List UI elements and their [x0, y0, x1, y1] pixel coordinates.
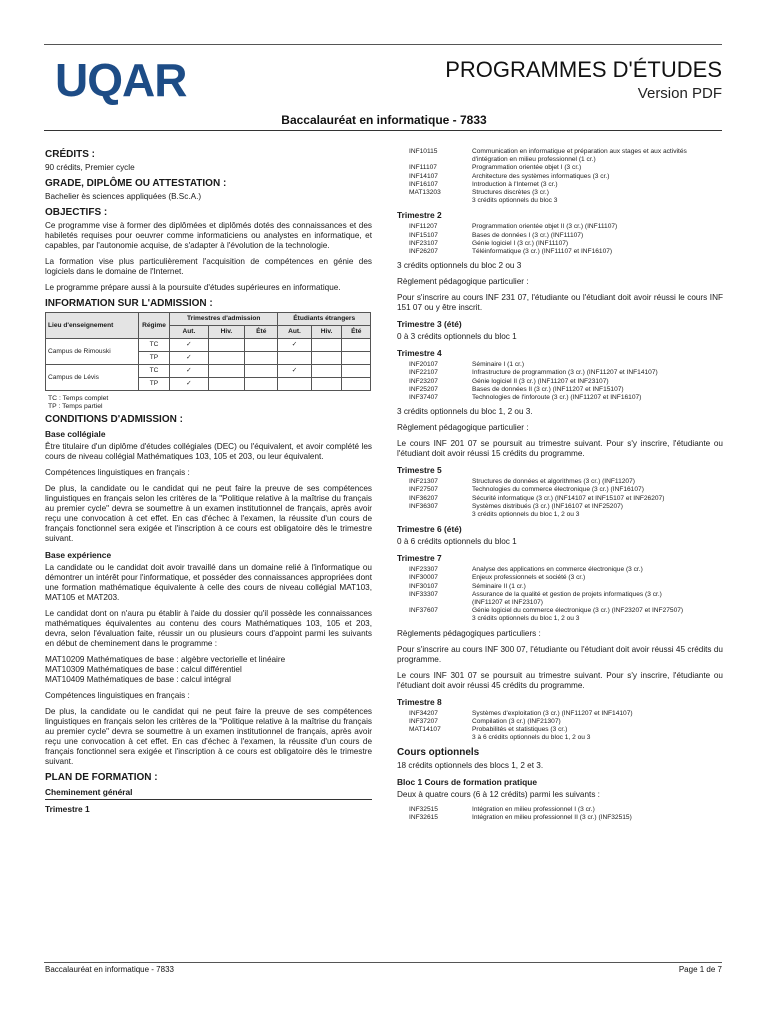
course-title: (INF11207 et INF23107): [472, 599, 543, 607]
footer-divider: [44, 962, 722, 963]
program-title: Baccalauréat en informatique - 7833: [281, 113, 487, 127]
trimestre-heading: Trimestre 6 (été): [397, 524, 462, 535]
course-code: INF32515: [409, 805, 438, 813]
regime-cell: TP: [139, 352, 170, 365]
course-row: [397, 726, 723, 734]
course-row: [397, 478, 723, 486]
course-code: [397, 197, 472, 205]
col-hiv: Hiv.: [208, 326, 244, 339]
course-code: INF10115: [409, 148, 438, 155]
course-title: d'intégration en milieu professionnel (1 cr.): [472, 156, 596, 164]
base-collegiale-heading: Base collégiale: [45, 429, 106, 439]
course-code: INF37207: [409, 717, 438, 725]
course-row: [397, 148, 723, 156]
col-etrangers: Étudiants étrangers: [278, 313, 371, 326]
course-code: INF30107: [409, 582, 438, 590]
mat-courses-list: [45, 655, 372, 685]
course-code: INF21307: [409, 478, 438, 486]
base-experience-heading: Base expérience: [45, 550, 112, 560]
course-code: INF22107: [409, 369, 438, 377]
course-title: Intégration en milieu professionnel II (3 cr.) (INF32515): [472, 813, 632, 821]
course-title: Intégration en milieu professionnel I (3 cr.): [472, 805, 595, 813]
course-code: [397, 615, 472, 623]
course-code: INF37607: [409, 607, 438, 615]
col-ete: Été: [245, 326, 278, 339]
objectifs-heading: OBJECTIFS :: [45, 207, 108, 218]
course-code: INF23307: [409, 566, 438, 574]
course-code: INF37407: [409, 394, 438, 402]
table-row: [46, 365, 371, 378]
course-title: Bases de données I (3 cr.) (INF11107): [472, 231, 584, 239]
course-list: [397, 148, 723, 205]
course-code: INF36207: [409, 494, 438, 502]
course-title: Infrastructure de programmation (3 cr.) (INF11207 et INF14107): [472, 369, 658, 377]
course-title: Structures de données et algorithmes (3 cr.) (INF11207): [472, 478, 635, 486]
course-row: [397, 223, 723, 231]
course-title: Compilation (3 cr.) (INF21307): [472, 717, 561, 725]
course-title: Génie logiciel II (3 cr.) (INF11207 et INF23107): [472, 377, 609, 385]
course-code: [397, 156, 472, 164]
course-row: [397, 164, 723, 172]
course-row: [397, 806, 723, 814]
list-item: MAT10209 Mathématiques de base : algèbre vectorielle et linéaire: [45, 655, 286, 664]
course-title: Technologies de l'inforoute (3 cr.) (INF11207 et INF16107): [472, 394, 642, 402]
optional-courses-text: 18 crédits optionnels des blocs 1, 2 et 3.: [397, 760, 544, 770]
course-code: INF26207: [409, 248, 438, 256]
course-title: 3 crédits optionnels du bloc 1, 2 ou 3: [472, 511, 580, 519]
course-row: [397, 734, 723, 742]
course-title: Probabilités et statistiques (3 cr.): [472, 726, 568, 734]
course-code: INF27507: [409, 486, 438, 494]
legend-tc: TC : Temps complet: [48, 395, 109, 402]
objectifs-paragraph: Le programme prépare aussi à la poursuite d'études supérieures en informatique.: [45, 283, 341, 292]
base-experience-text: Le candidat dont on n'aura pu établir à l'aide du dossier qu'il possède les connaissances mathématiques équivalentes au contenu des cours Mathématiques 103, 105 et 203, devra, selon l'évaluation faite, réussir un ou plusieurs cours d'appoint parmi les suivants en début de cheminement dans le programme :: [45, 609, 372, 648]
col-hiv: Hiv.: [311, 326, 342, 339]
col-aut: Aut.: [278, 326, 311, 339]
comp-ling-label: Compétences linguistiques en français :: [45, 691, 190, 700]
course-list: [397, 806, 723, 822]
trimestre-heading: Trimestre 4: [397, 348, 442, 359]
campus-levis: Campus de Lévis: [46, 365, 139, 391]
course-code: MAT14107: [409, 726, 441, 734]
course-row: [397, 386, 723, 394]
credits-text: 90 crédits, Premier cycle: [45, 163, 135, 172]
regulation-label: Règlements pédagogiques particuliers :: [397, 628, 541, 638]
course-row: [397, 710, 723, 718]
course-row: [397, 394, 723, 402]
campus-rimouski: Campus de Rimouski: [46, 339, 139, 365]
check-icon: ✓: [170, 352, 209, 365]
course-row: [397, 361, 723, 369]
course-title: Architecture des systèmes informatiques (3 cr.): [472, 172, 610, 180]
course-row: [397, 503, 723, 511]
optional-credits: 3 crédits optionnels du bloc 2 ou 3: [397, 261, 522, 271]
objectifs-paragraph: La formation vise plus particulièrement l'acquisition de compétences en génie des logiciels dans le domaine de l'Internet.: [45, 257, 372, 276]
course-title: Programmation orientée objet I (3 cr.): [472, 164, 582, 172]
regime-cell: TC: [139, 365, 170, 378]
conditions-heading: CONDITIONS D'ADMISSION :: [45, 414, 183, 425]
right-column: [397, 148, 723, 827]
objectifs-paragraph: Ce programme vise à former des diplômées et diplômés dotés des connaissances et des habiletés requises pour oeuvrer comme informaticiens ou analystes en informatique, et capables, par l'autonomie acquise, de s'adapter à l'évolution de la technologie.: [45, 221, 372, 250]
list-item: MAT10309 Mathématiques de base : calcul différentiel: [45, 665, 242, 674]
course-code: INF25207: [409, 385, 438, 393]
course-row: [397, 814, 723, 822]
course-title: Technologies du commerce électronique (3 cr.) (INF16107): [472, 486, 644, 494]
course-title: 3 à 6 crédits optionnels du bloc 1, 2 ou 3: [472, 734, 591, 742]
regulation-text: Le cours INF 201 07 se poursuit au trimestre suivant. Pour s'y inscrire, l'étudiante ou l'étudiant doit avoir réussi 15 crédits du programme.: [397, 439, 723, 459]
course-title: Enjeux professionnels et société (3 cr.): [472, 574, 586, 582]
course-row: [397, 189, 723, 197]
check-icon: ✓: [170, 365, 209, 378]
course-list: [397, 566, 723, 623]
course-code: MAT13203: [409, 189, 441, 197]
course-row: [397, 574, 723, 582]
trimestre-heading: Trimestre 2: [397, 210, 442, 221]
course-title: Communication en informatique et préparation aux stages et aux activités: [472, 148, 687, 155]
course-title: Génie logiciel du commerce électronique (3 cr.) (INF23207 et INF27507): [472, 607, 684, 615]
course-title: Séminaire I (1 cr.): [472, 361, 525, 369]
legend-tp: TP : Temps partiel: [48, 403, 103, 410]
course-title: Analyse des applications en commerce électronique (3 cr.): [472, 566, 643, 574]
course-row: [397, 486, 723, 494]
regulation-text: Pour s'inscrire au cours INF 300 07, l'étudiante ou l'étudiant doit avoir réussi 45 crédits du programme.: [397, 644, 723, 664]
regulation-text: Pour s'inscrire au cours INF 231 07, l'étudiante ou l'étudiant doit avoir réussi le cours INF 151 07 ou y être inscrit.: [397, 293, 723, 313]
optional-credits: 0 à 3 crédits optionnels du bloc 1: [397, 332, 517, 342]
table-row: [46, 339, 371, 352]
cheminement-heading: Cheminement général: [45, 787, 372, 800]
course-row: [397, 197, 723, 205]
course-code: INF11107: [409, 164, 437, 172]
course-code: INF20107: [409, 361, 438, 369]
course-code: INF32615: [409, 813, 438, 821]
course-code: INF14107: [409, 172, 438, 180]
course-row: [397, 566, 723, 574]
course-list: [397, 478, 723, 519]
course-row: [397, 495, 723, 503]
course-code: INF11207: [409, 223, 438, 231]
comp-ling-text: De plus, la candidate ou le candidat qui ne peut faire la preuve de ses compétences linguistiques en français selon les critères de la "Politique relative à la maîtrise du français au premier cycle" devra se soumettre à un examen institutionnel de français, après avoir reçu une convocation à cet effet. En cas d'échec à l'examen, la réussite d'un cours de français fonctionnel sera exigée et l'inscription à ce cours est obligatoire dès le trimestre suivant.: [45, 484, 372, 543]
course-row: [397, 156, 723, 164]
course-list: [397, 361, 723, 402]
regime-cell: TP: [139, 378, 170, 391]
list-item: MAT10409 Mathématiques de base : calcul intégral: [45, 675, 231, 684]
course-row: [397, 240, 723, 248]
course-title: Séminaire II (1 cr.): [472, 582, 526, 590]
check-icon: ✓: [278, 339, 311, 352]
course-code: INF23107: [409, 239, 438, 247]
course-code: INF15107: [409, 231, 438, 239]
course-code: [397, 599, 472, 607]
check-icon: ✓: [170, 339, 209, 352]
course-row: [397, 718, 723, 726]
top-divider: [44, 44, 722, 45]
course-row: [397, 511, 723, 519]
course-title: Assurance de la qualité et gestion de projets informatiques (3 cr.): [472, 590, 662, 598]
bloc1-text: Deux à quatre cours (6 à 12 crédits) parmi les suivants :: [397, 789, 600, 799]
course-title: Bases de données II (3 cr.) (INF11207 et INF15107): [472, 385, 624, 393]
course-title: Introduction à l'Internet (3 cr.): [472, 180, 558, 188]
col-lieu: Lieu d'enseignement: [46, 313, 139, 339]
course-row: [397, 607, 723, 615]
col-aut: Aut.: [170, 326, 209, 339]
grade-heading: GRADE, DIPLÔME OU ATTESTATION :: [45, 178, 227, 189]
table-legend: [48, 395, 372, 411]
course-row: [397, 591, 723, 599]
trimestre-heading: Trimestre 1: [45, 804, 90, 814]
course-row: [397, 232, 723, 240]
course-title: 3 crédits optionnels du bloc 3: [472, 197, 558, 205]
course-row: [397, 599, 723, 607]
course-code: INF30007: [409, 574, 438, 582]
course-code: INF23207: [409, 377, 438, 385]
course-code: INF16107: [409, 180, 438, 188]
trimestre-heading: Trimestre 8: [397, 696, 442, 707]
bloc1-heading: Bloc 1 Cours de formation pratique: [397, 776, 538, 787]
course-title: Systèmes d'exploitation (3 cr.) (INF11207 et INF14107): [472, 709, 633, 717]
comp-ling-text: De plus, la candidate ou le candidat qui ne peut faire la preuve de ses compétences linguistiques en français selon les critères de la "Politique relative à la maîtrise du français au premier cycle" devra se soumettre à un examen institutionnel de français, après avoir reçu une convocation à cet effet. En cas d'échec à l'examen, la réussite d'un cours de français fonctionnel sera exigée et l'inscription à ce cours est obligatoire dès le trimestre suivant.: [45, 707, 372, 766]
course-row: [397, 583, 723, 591]
base-collegiale-text: Être titulaire d'un diplôme d'études collégiales (DEC) ou l'équivalent, et avoir complété les cours de niveau collégial Mathématiques 103, 105 et 203, ou leur équivalent.: [45, 442, 372, 461]
regulation-label: Règlement pédagogique particulier :: [397, 423, 529, 433]
trimestre-heading: Trimestre 7: [397, 553, 442, 564]
course-list: [397, 223, 723, 256]
regime-cell: TC: [139, 339, 170, 352]
page-number: Page 1 de 7: [678, 965, 722, 974]
course-title: Génie logiciel I (3 cr.) (INF11107): [472, 239, 569, 247]
grade-text: Bachelier ès sciences appliquées (B.Sc.A.): [45, 192, 202, 201]
check-icon: ✓: [170, 378, 209, 391]
course-code: INF36307: [409, 502, 438, 510]
course-title: Programmation orientée objet II (3 cr.) (INF11107): [472, 223, 618, 231]
course-row: [397, 173, 723, 181]
credits-heading: CRÉDITS :: [45, 149, 95, 160]
uqar-logo: UQAR: [55, 54, 187, 106]
col-ete: Été: [342, 326, 371, 339]
course-row: [397, 369, 723, 377]
left-column: [45, 146, 372, 817]
course-title: Systèmes distribués (3 cr.) (INF16107 et INF25207): [472, 502, 623, 510]
course-title: 3 crédits optionnels du bloc 1, 2 ou 3: [472, 615, 580, 623]
course-title: Téléinformatique (3 cr.) (INF11107 et INF16107): [472, 248, 613, 256]
version-label: Version PDF: [637, 85, 722, 102]
plan-heading: PLAN DE FORMATION :: [45, 772, 158, 783]
course-row: [397, 181, 723, 189]
title-divider: [44, 130, 722, 131]
course-title: Sécurité informatique (3 cr.) (INF14107 et INF15107 et INF26207): [472, 494, 665, 502]
optional-courses-heading: Cours optionnels: [397, 746, 480, 758]
regulation-text: Le cours INF 301 07 se poursuit au trimestre suivant. Pour s'y inscrire, l'étudiante ou l'étudiant doit avoir réussi 45 crédits du programme.: [397, 670, 723, 690]
course-code: [397, 511, 472, 519]
course-row: [397, 248, 723, 256]
course-list: [397, 710, 723, 743]
course-row: [397, 615, 723, 623]
course-code: [397, 734, 472, 742]
admission-info-heading: INFORMATION SUR L'ADMISSION :: [45, 298, 213, 309]
trimestre-heading: Trimestre 3 (été): [397, 319, 462, 330]
course-code: INF33307: [409, 590, 438, 598]
comp-ling-label: Compétences linguistiques en français :: [45, 468, 190, 477]
course-row: [397, 378, 723, 386]
optional-credits: 3 crédits optionnels du bloc 1, 2 ou 3.: [397, 407, 533, 417]
admission-table: [45, 312, 371, 391]
footer-program: Baccalauréat en informatique - 7833: [45, 965, 174, 974]
check-icon: ✓: [278, 365, 311, 378]
optional-credits: 0 à 6 crédits optionnels du bloc 1: [397, 537, 517, 547]
regulation-label: Règlement pédagogique particulier :: [397, 277, 529, 287]
trimestre-heading: Trimestre 5: [397, 465, 442, 476]
col-regime: Régime: [139, 313, 170, 339]
course-code: INF34207: [409, 709, 438, 717]
base-experience-text: La candidate ou le candidat doit avoir travaillé dans un domaine relié à l'informatique ou démontrer un intérêt pour l'informatique, et posséder des connaissances appropriées dont une formation mathématique équivalente à celle des cours de niveau collégial MAT103, MAT105 et MAT203.: [45, 563, 372, 602]
col-trimestres: Trimestres d'admission: [170, 313, 278, 326]
course-title: Structures discrètes (3 cr.): [472, 189, 549, 197]
page-title: PROGRAMMES D'ÉTUDES: [445, 57, 722, 82]
